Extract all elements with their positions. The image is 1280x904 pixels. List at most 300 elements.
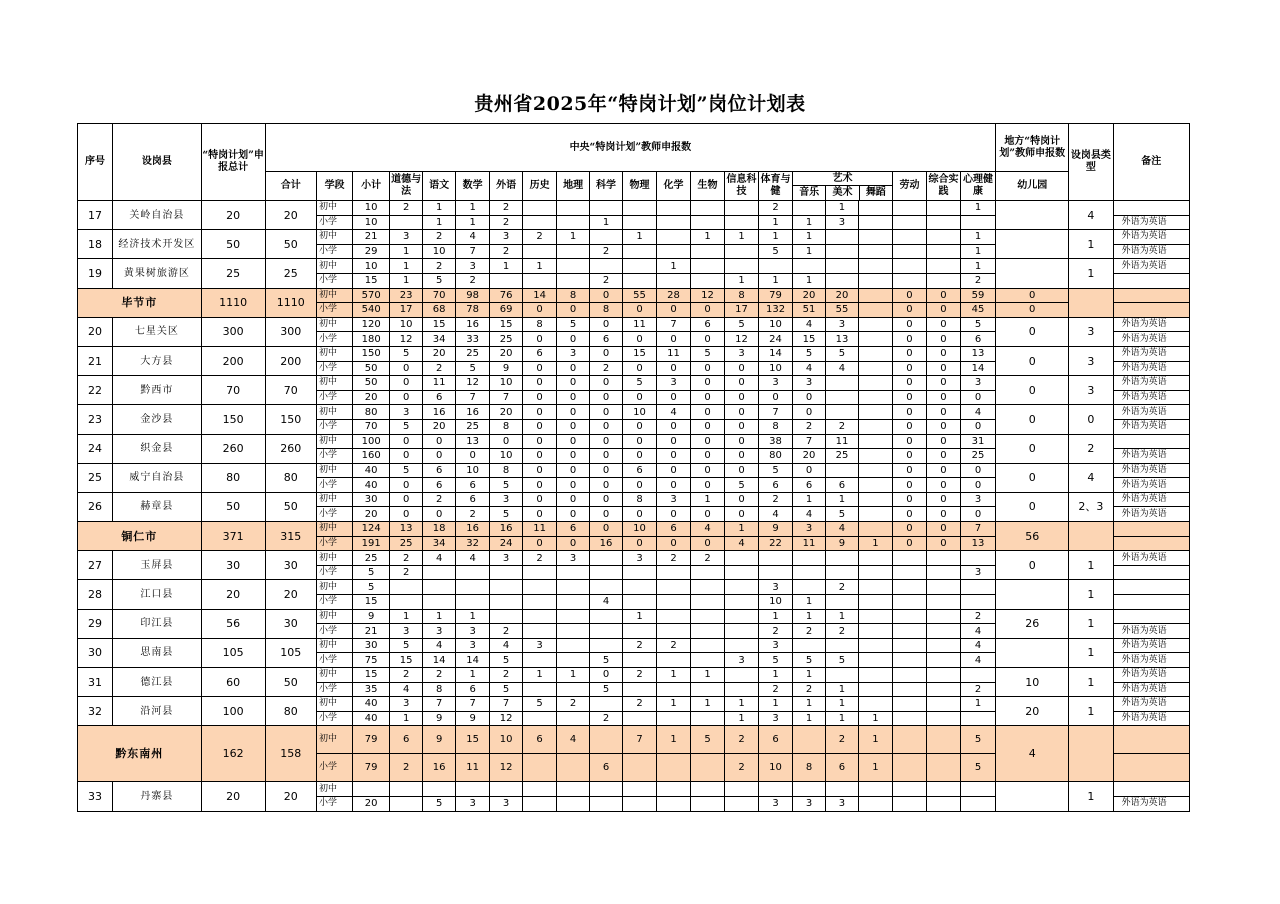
subject-count: 5 — [691, 346, 725, 361]
total-count: 260 — [201, 434, 265, 463]
subject-count — [725, 609, 759, 624]
subject-count: 0 — [892, 317, 926, 332]
subject-count: 0 — [557, 419, 590, 434]
subject-count: 6 — [793, 478, 826, 493]
subject-count: 1 — [759, 697, 793, 712]
subject-count — [926, 624, 960, 639]
subject-count: 3 — [490, 492, 523, 507]
subject-count — [490, 273, 523, 288]
subject-count — [793, 551, 826, 566]
subject-count: 10 — [490, 726, 523, 754]
subject-count: 0 — [523, 419, 557, 434]
subject-count: 1 — [793, 215, 826, 230]
subject-count: 0 — [657, 449, 691, 464]
row-seq: 19 — [78, 259, 113, 288]
subject-count: 25 — [490, 332, 523, 347]
county-type: 2 — [1069, 434, 1113, 463]
subject-count: 1 — [960, 230, 995, 245]
subject-count — [892, 754, 926, 782]
subject-count: 1 — [390, 609, 423, 624]
subject-count: 6 — [960, 332, 995, 347]
subject-count — [390, 595, 423, 610]
subject-count: 12 — [456, 376, 490, 391]
subject-count — [490, 565, 523, 580]
subject-count: 1 — [759, 609, 793, 624]
subject-count — [557, 711, 590, 726]
subject-count — [926, 782, 960, 797]
subject-count — [858, 244, 892, 259]
header-kinder: 幼儿园 — [996, 172, 1069, 201]
stage-label: 小学 — [317, 390, 353, 405]
stage-label: 初中 — [317, 230, 353, 245]
row-seq: 31 — [78, 668, 113, 697]
subject-count: 23 — [390, 288, 423, 303]
subject-count: 6 — [590, 332, 623, 347]
subject-count: 0 — [523, 449, 557, 464]
subject-count: 5 — [826, 346, 859, 361]
subject-count: 79 — [353, 754, 390, 782]
subject-count: 3 — [759, 638, 793, 653]
subject-count: 0 — [793, 390, 826, 405]
stage-label: 初中 — [317, 288, 353, 303]
central-subtotal: 300 — [265, 317, 317, 346]
subject-count: 5 — [490, 507, 523, 522]
remark — [1113, 565, 1189, 580]
subject-count — [657, 754, 691, 782]
subject-count — [892, 796, 926, 811]
subject-count: 4 — [793, 507, 826, 522]
subject-count: 0 — [725, 492, 759, 507]
subject-count: 18 — [423, 522, 456, 537]
subject-count: 7 — [960, 522, 995, 537]
remark: 外语为英语 — [1113, 638, 1189, 653]
row-seq: 33 — [78, 782, 113, 811]
subject-count — [826, 463, 859, 478]
stage-label: 初中 — [317, 463, 353, 478]
central-subtotal: 150 — [265, 405, 317, 434]
total-count: 300 — [201, 317, 265, 346]
subject-count: 38 — [759, 434, 793, 449]
subject-count: 0 — [390, 434, 423, 449]
subject-count: 0 — [456, 449, 490, 464]
county-type: 3 — [1069, 317, 1113, 346]
subject-count: 8 — [557, 288, 590, 303]
central-subtotal: 20 — [265, 782, 317, 811]
table-row — [78, 346, 1190, 361]
subject-count: 13 — [390, 522, 423, 537]
subject-count: 5 — [759, 653, 793, 668]
subject-count: 14 — [960, 361, 995, 376]
subject-count — [793, 638, 826, 653]
subject-count: 180 — [353, 332, 390, 347]
subject-count: 2 — [759, 492, 793, 507]
remark: 外语为英语 — [1113, 244, 1189, 259]
subject-count: 50 — [353, 376, 390, 391]
stage-label: 初中 — [317, 317, 353, 332]
subject-count: 3 — [793, 796, 826, 811]
subject-count — [523, 782, 557, 797]
subject-count — [523, 609, 557, 624]
central-subtotal: 158 — [265, 726, 317, 782]
subject-count: 0 — [623, 332, 657, 347]
subject-count: 1 — [590, 215, 623, 230]
subject-count: 3 — [725, 346, 759, 361]
stage-label: 小学 — [317, 478, 353, 493]
subject-count: 3 — [793, 376, 826, 391]
subject-count: 1 — [557, 230, 590, 245]
header-fineart: 美术 — [826, 186, 859, 200]
subject-count — [960, 668, 995, 683]
subject-count: 0 — [590, 434, 623, 449]
subject-count: 2 — [623, 638, 657, 653]
county-type: 1 — [1069, 638, 1113, 667]
subject-count: 5 — [960, 726, 995, 754]
subject-count — [892, 595, 926, 610]
subject-count: 0 — [390, 478, 423, 493]
subject-count: 1 — [858, 711, 892, 726]
subject-count — [557, 259, 590, 274]
subject-count — [826, 551, 859, 566]
post-plan-table — [77, 123, 1190, 812]
subject-count: 2 — [423, 361, 456, 376]
subject-count — [759, 259, 793, 274]
subject-count — [390, 796, 423, 811]
subject-count: 2 — [793, 419, 826, 434]
header-total: “特岗计划”申报总计 — [201, 124, 265, 201]
subject-count: 70 — [353, 419, 390, 434]
row-seq: 21 — [78, 346, 113, 375]
subject-count: 2 — [960, 682, 995, 697]
remark: 外语为英语 — [1113, 332, 1189, 347]
subject-count: 0 — [926, 449, 960, 464]
subject-count: 1 — [691, 668, 725, 683]
subject-count: 2 — [960, 609, 995, 624]
local-count: 0 — [996, 317, 1069, 346]
subject-count — [725, 638, 759, 653]
subject-count: 1 — [960, 244, 995, 259]
subject-count: 0 — [557, 361, 590, 376]
stage-label: 初中 — [317, 638, 353, 653]
subject-count: 5 — [793, 653, 826, 668]
subject-count — [557, 796, 590, 811]
table-row — [78, 201, 1190, 216]
subject-count: 0 — [657, 536, 691, 551]
region-name: 毕节市 — [78, 288, 202, 317]
subject-count: 5 — [490, 478, 523, 493]
subject-count: 0 — [390, 507, 423, 522]
subject-count: 0 — [523, 463, 557, 478]
subject-count — [826, 230, 859, 245]
subject-count — [456, 782, 490, 797]
subject-count — [691, 244, 725, 259]
subject-count: 55 — [623, 288, 657, 303]
subject-count: 9 — [456, 711, 490, 726]
subject-count — [725, 201, 759, 216]
subject-count: 7 — [490, 697, 523, 712]
subject-count: 6 — [523, 346, 557, 361]
subject-count: 0 — [523, 332, 557, 347]
subject-count — [623, 259, 657, 274]
subject-count: 9 — [759, 522, 793, 537]
subject-count: 15 — [390, 653, 423, 668]
subject-count: 12 — [490, 754, 523, 782]
subject-count: 6 — [423, 390, 456, 405]
subject-count: 14 — [759, 346, 793, 361]
county-name: 印江县 — [113, 609, 202, 638]
subject-count — [858, 201, 892, 216]
subject-count: 0 — [691, 463, 725, 478]
local-count — [996, 230, 1069, 259]
subject-count — [826, 638, 859, 653]
subject-count: 1 — [793, 595, 826, 610]
subject-count — [858, 434, 892, 449]
subject-count: 14 — [423, 653, 456, 668]
subject-count — [858, 317, 892, 332]
county-name: 织金县 — [113, 434, 202, 463]
stage-label: 初中 — [317, 405, 353, 420]
subject-count: 0 — [623, 303, 657, 318]
row-seq: 32 — [78, 697, 113, 726]
subject-count: 4 — [390, 682, 423, 697]
total-count: 50 — [201, 230, 265, 259]
subject-count: 29 — [353, 244, 390, 259]
local-count: 56 — [996, 522, 1069, 551]
header-moral: 道德与法 — [390, 172, 423, 201]
total-count: 56 — [201, 609, 265, 638]
subject-count: 55 — [826, 303, 859, 318]
subject-count: 0 — [523, 536, 557, 551]
subject-count: 16 — [456, 405, 490, 420]
subject-count — [858, 419, 892, 434]
subject-count — [456, 595, 490, 610]
header-county-type: 设岗县类型 — [1069, 124, 1113, 201]
subject-count: 1 — [523, 259, 557, 274]
remark: 外语为英语 — [1113, 682, 1189, 697]
row-seq: 24 — [78, 434, 113, 463]
county-type: 1 — [1069, 668, 1113, 697]
subject-count: 5 — [353, 580, 390, 595]
county-type: 4 — [1069, 201, 1113, 230]
subject-count: 0 — [926, 332, 960, 347]
subject-count: 0 — [892, 434, 926, 449]
subject-count: 2 — [590, 273, 623, 288]
subject-count: 10 — [353, 215, 390, 230]
subject-count: 0 — [657, 507, 691, 522]
stage-label: 小学 — [317, 711, 353, 726]
subject-count: 15 — [423, 317, 456, 332]
subject-count: 160 — [353, 449, 390, 464]
subject-count — [926, 697, 960, 712]
subject-count: 59 — [960, 288, 995, 303]
subject-count: 0 — [926, 390, 960, 405]
subject-count: 32 — [456, 536, 490, 551]
subject-count: 3 — [557, 346, 590, 361]
row-seq: 30 — [78, 638, 113, 667]
subject-count: 0 — [590, 668, 623, 683]
subject-count — [725, 668, 759, 683]
subject-count: 0 — [390, 390, 423, 405]
subject-count: 1 — [826, 711, 859, 726]
subject-count: 1 — [423, 609, 456, 624]
subject-count: 70 — [423, 288, 456, 303]
subject-count — [657, 609, 691, 624]
remark — [1113, 580, 1189, 595]
county-name: 赫章县 — [113, 492, 202, 521]
subject-count: 8 — [759, 419, 793, 434]
subject-count: 6 — [759, 726, 793, 754]
subject-count: 20 — [353, 507, 390, 522]
subject-count — [657, 273, 691, 288]
subject-count: 2 — [826, 419, 859, 434]
county-name: 黄果树旅游区 — [113, 259, 202, 288]
total-count: 200 — [201, 346, 265, 375]
subject-count: 2 — [826, 726, 859, 754]
subject-count: 3 — [759, 796, 793, 811]
row-seq: 26 — [78, 492, 113, 521]
subject-count: 8 — [793, 754, 826, 782]
subject-count: 1 — [826, 697, 859, 712]
header-music: 音乐 — [793, 186, 826, 200]
subject-count — [590, 201, 623, 216]
county-type: 1 — [1069, 580, 1113, 609]
table-row — [78, 522, 1190, 537]
subject-count: 6 — [423, 478, 456, 493]
row-seq: 28 — [78, 580, 113, 609]
total-count: 371 — [201, 522, 265, 551]
subject-count — [390, 782, 423, 797]
subject-count: 6 — [456, 478, 490, 493]
county-name: 丹寨县 — [113, 782, 202, 811]
subject-count: 0 — [960, 463, 995, 478]
subject-count: 0 — [892, 303, 926, 318]
subject-count: 0 — [523, 376, 557, 391]
subject-count: 0 — [926, 419, 960, 434]
subject-count: 1 — [557, 668, 590, 683]
subject-count: 0 — [892, 390, 926, 405]
subject-count — [490, 609, 523, 624]
subject-count: 1 — [390, 273, 423, 288]
subject-count — [858, 522, 892, 537]
total-count: 20 — [201, 201, 265, 230]
subject-count: 11 — [657, 346, 691, 361]
subject-count: 2 — [490, 215, 523, 230]
county-name: 江口县 — [113, 580, 202, 609]
total-count: 20 — [201, 782, 265, 811]
remark: 外语为英语 — [1113, 492, 1189, 507]
subject-count: 0 — [691, 478, 725, 493]
subject-count: 68 — [423, 303, 456, 318]
remark: 外语为英语 — [1113, 376, 1189, 391]
subject-count: 0 — [557, 405, 590, 420]
subject-count — [826, 668, 859, 683]
subject-count: 7 — [456, 244, 490, 259]
stage-label: 小学 — [317, 273, 353, 288]
county-name: 德江县 — [113, 668, 202, 697]
subject-count: 1 — [826, 609, 859, 624]
local-count — [996, 259, 1069, 288]
subject-count: 0 — [691, 376, 725, 391]
subject-count: 1 — [390, 259, 423, 274]
subject-count — [725, 565, 759, 580]
table-row — [78, 463, 1190, 478]
remark — [1113, 303, 1189, 318]
county-name: 经济技术开发区 — [113, 230, 202, 259]
subject-count: 7 — [657, 317, 691, 332]
subject-count — [759, 782, 793, 797]
subject-count: 0 — [960, 507, 995, 522]
table-row — [78, 609, 1190, 624]
subject-count — [892, 201, 926, 216]
stage-label: 初中 — [317, 609, 353, 624]
subject-count: 0 — [793, 463, 826, 478]
county-type: 1 — [1069, 230, 1113, 259]
subject-count: 7 — [423, 697, 456, 712]
subject-count: 1 — [725, 711, 759, 726]
subject-count: 6 — [826, 754, 859, 782]
header-seq: 序号 — [78, 124, 113, 201]
subject-count: 1 — [759, 230, 793, 245]
subject-count — [926, 796, 960, 811]
subject-count — [691, 609, 725, 624]
stage-label: 小学 — [317, 507, 353, 522]
subject-count: 5 — [960, 317, 995, 332]
region-name: 黔东南州 — [78, 726, 202, 782]
subject-count: 78 — [456, 303, 490, 318]
subject-count: 40 — [353, 711, 390, 726]
subject-count: 6 — [456, 492, 490, 507]
subject-count: 4 — [456, 230, 490, 245]
subject-count: 6 — [557, 522, 590, 537]
central-subtotal: 30 — [265, 551, 317, 580]
subject-count: 11 — [793, 536, 826, 551]
subject-count: 0 — [960, 419, 995, 434]
subject-count: 20 — [353, 390, 390, 405]
total-count: 1110 — [201, 288, 265, 317]
subject-count: 2 — [590, 711, 623, 726]
subject-count: 2 — [490, 668, 523, 683]
subject-count: 0 — [590, 288, 623, 303]
subject-count: 24 — [490, 536, 523, 551]
remark — [1113, 726, 1189, 754]
subject-count: 0 — [691, 449, 725, 464]
subject-count: 34 — [423, 332, 456, 347]
subject-count — [892, 682, 926, 697]
subject-count: 0 — [623, 536, 657, 551]
total-count: 25 — [201, 259, 265, 288]
subject-count — [557, 609, 590, 624]
subject-count: 2 — [390, 201, 423, 216]
subject-count: 79 — [353, 726, 390, 754]
stage-label: 初中 — [317, 346, 353, 361]
header-chem: 化学 — [657, 172, 691, 201]
subject-count: 0 — [623, 434, 657, 449]
local-count: 0 — [996, 376, 1069, 405]
subject-count: 0 — [725, 361, 759, 376]
subject-count: 13 — [960, 536, 995, 551]
stage-label: 小学 — [317, 244, 353, 259]
subject-count: 0 — [557, 376, 590, 391]
subject-count — [557, 653, 590, 668]
subject-count: 1 — [423, 215, 456, 230]
table-row — [78, 551, 1190, 566]
subject-count: 0 — [523, 507, 557, 522]
subject-count: 9 — [423, 711, 456, 726]
subject-count: 6 — [456, 682, 490, 697]
subject-count — [623, 244, 657, 259]
subject-count: 0 — [557, 390, 590, 405]
subject-count: 0 — [590, 522, 623, 537]
subject-count — [793, 201, 826, 216]
